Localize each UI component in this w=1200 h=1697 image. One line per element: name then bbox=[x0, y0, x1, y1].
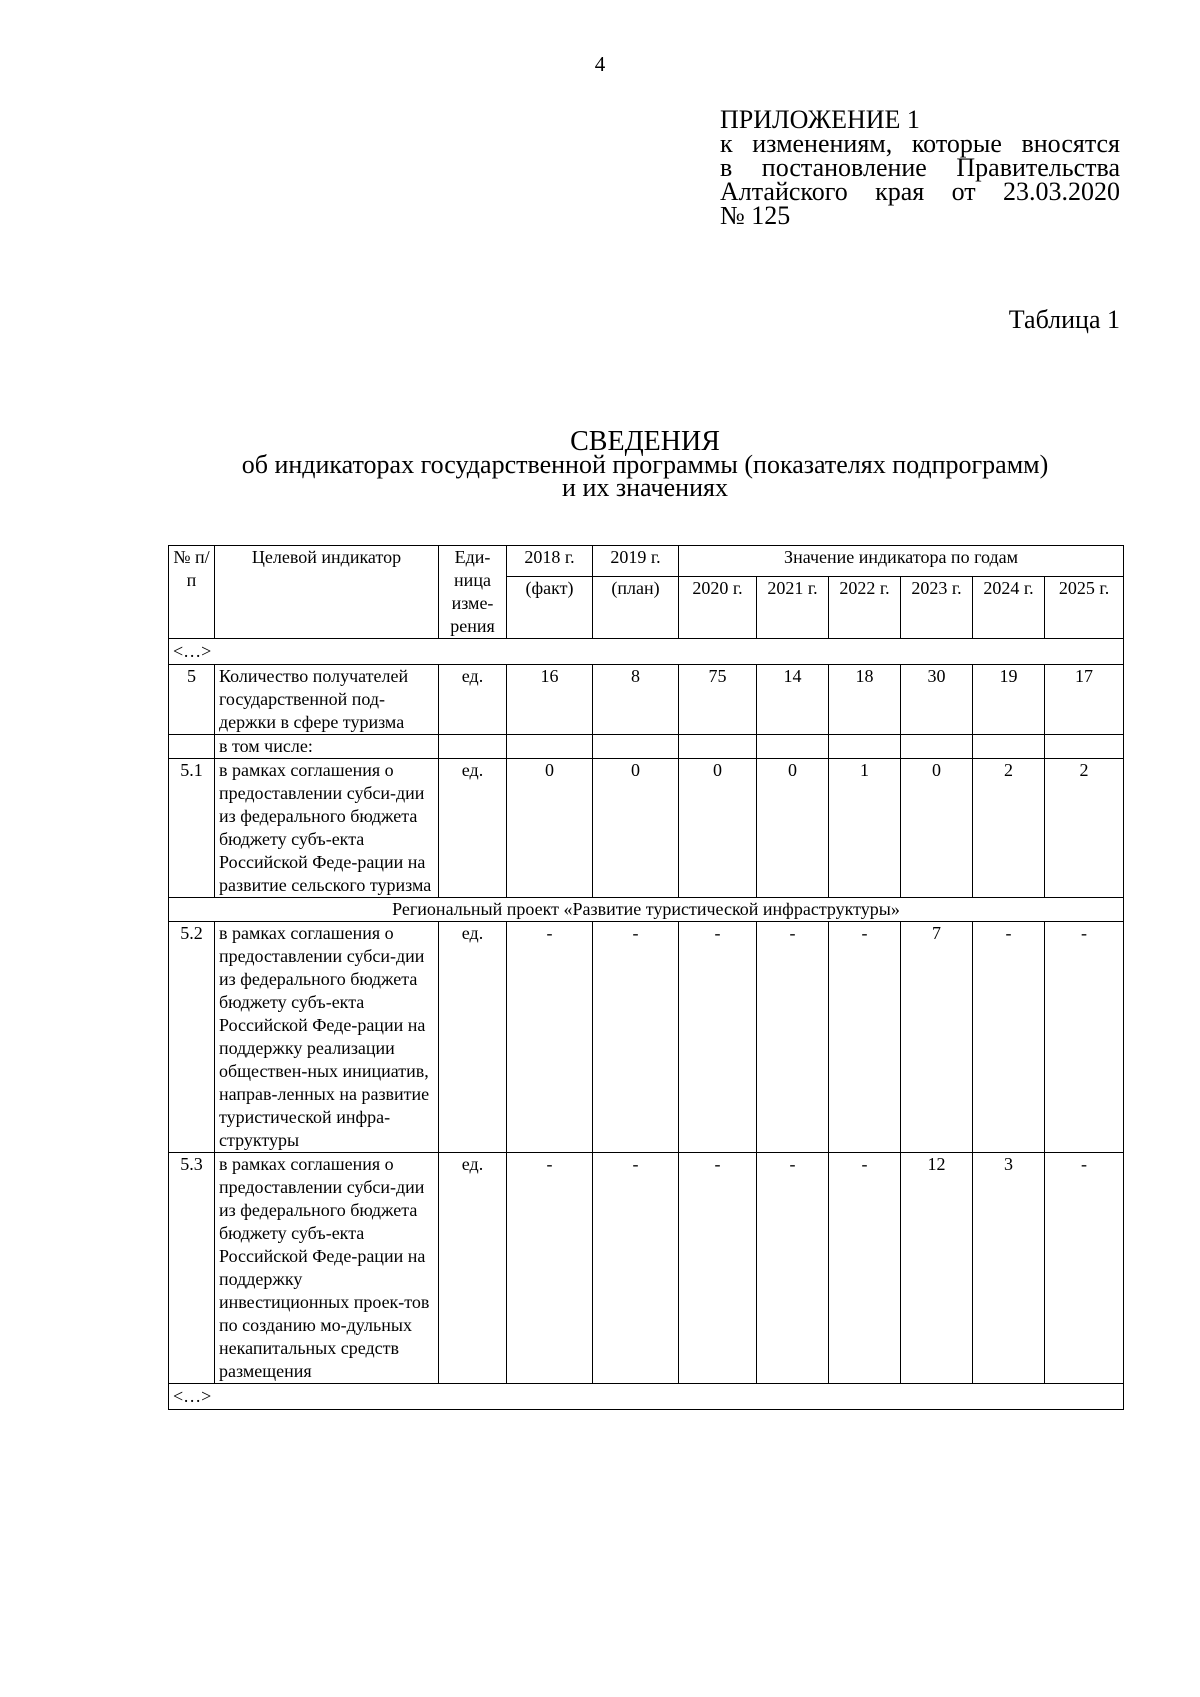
row-unit: ед. bbox=[439, 759, 507, 898]
row-value: 17 bbox=[1045, 665, 1124, 735]
appendix-line: Алтайского края от 23.03.2020 bbox=[720, 177, 1120, 206]
header-by-years: Значение индикатора по годам bbox=[679, 546, 1124, 577]
table-row bbox=[169, 639, 1124, 665]
row-value bbox=[1045, 735, 1124, 759]
header-year: 2021 г. bbox=[757, 577, 829, 639]
document-heading bbox=[120, 426, 1170, 502]
row-value: - bbox=[973, 922, 1045, 1153]
row-value bbox=[901, 735, 973, 759]
header-2019-note: (план) bbox=[593, 577, 679, 639]
row-value bbox=[593, 735, 679, 759]
row-num: 5 bbox=[169, 665, 215, 735]
row-num: 5.1 bbox=[169, 759, 215, 898]
row-value: 14 bbox=[757, 665, 829, 735]
indicators-table bbox=[168, 545, 1124, 1410]
header-unit: Еди-ница изме-рения bbox=[439, 546, 507, 639]
row-value: 12 bbox=[901, 1153, 973, 1384]
header-year: 2022 г. bbox=[829, 577, 901, 639]
table-row bbox=[169, 759, 1124, 898]
row-value: - bbox=[507, 1153, 593, 1384]
table-row bbox=[169, 735, 1124, 759]
row-value: 0 bbox=[507, 759, 593, 898]
row-indicator: в рамках соглашения о предоставлении субси-дии из федерального бюджета бюджету субъ-екта Российской Феде-рации на поддержку инвестиционных проек-тов по созданию мо-дульных некапитальных средств размещения bbox=[215, 1153, 439, 1384]
row-value: - bbox=[593, 1153, 679, 1384]
row-including: в том числе: bbox=[215, 735, 439, 759]
row-num: 5.2 bbox=[169, 922, 215, 1153]
row-value bbox=[757, 735, 829, 759]
header-num: № п/п bbox=[169, 546, 215, 639]
row-value: 7 bbox=[901, 922, 973, 1153]
row-value: 18 bbox=[829, 665, 901, 735]
row-value: 16 bbox=[507, 665, 593, 735]
page-number: 4 bbox=[594, 52, 606, 76]
row-indicator: в рамках соглашения о предоставлении субси-дии из федерального бюджета бюджету субъ-екта Российской Феде-рации на поддержку реализации обществен-ных инициатив, направ-ленных на развитие туристической инфра-структуры bbox=[215, 922, 439, 1153]
row-value: 2 bbox=[1045, 759, 1124, 898]
row-value: - bbox=[829, 1153, 901, 1384]
appendix-title: ПРИЛОЖЕНИЕ 1 bbox=[720, 105, 920, 134]
row-value: - bbox=[757, 1153, 829, 1384]
row-value: - bbox=[593, 922, 679, 1153]
appendix-line: в постановление Правительства bbox=[720, 153, 1120, 182]
row-value bbox=[829, 735, 901, 759]
row-value: - bbox=[1045, 1153, 1124, 1384]
appendix-block bbox=[720, 105, 1120, 230]
row-num bbox=[169, 735, 215, 759]
ellipsis-row: <…> bbox=[169, 1384, 1124, 1410]
heading-subtitle: об индикаторах государственной программы (показателях подпрограмм) bbox=[241, 450, 1049, 479]
ellipsis-row: <…> bbox=[169, 639, 1124, 665]
header-year: 2025 г. bbox=[1045, 577, 1124, 639]
row-value: - bbox=[1045, 922, 1124, 1153]
row-value: 30 bbox=[901, 665, 973, 735]
row-value: - bbox=[507, 922, 593, 1153]
section-title: Региональный проект «Развитие туристической инфраструктуры» bbox=[169, 898, 1124, 922]
appendix-line: к изменениям, которые вносятся bbox=[720, 129, 1120, 158]
row-value: 75 bbox=[679, 665, 757, 735]
row-value: 3 bbox=[973, 1153, 1045, 1384]
table-label: Таблица 1 bbox=[1008, 305, 1120, 334]
table-row bbox=[169, 1153, 1124, 1384]
table-row bbox=[169, 898, 1124, 922]
row-value: - bbox=[679, 1153, 757, 1384]
row-value: 0 bbox=[679, 759, 757, 898]
row-indicator: Количество получателей государственной под-держки в сфере туризма bbox=[215, 665, 439, 735]
row-num: 5.3 bbox=[169, 1153, 215, 1384]
header-2018: 2018 г. bbox=[507, 546, 593, 577]
row-value bbox=[679, 735, 757, 759]
heading-subtitle: и их значениях bbox=[562, 473, 728, 502]
row-value: 0 bbox=[593, 759, 679, 898]
header-year: 2023 г. bbox=[901, 577, 973, 639]
row-value: 0 bbox=[757, 759, 829, 898]
row-unit: ед. bbox=[439, 1153, 507, 1384]
row-value: 1 bbox=[829, 759, 901, 898]
table-row bbox=[169, 665, 1124, 735]
row-value: 19 bbox=[973, 665, 1045, 735]
row-indicator: в рамках соглашения о предоставлении субси-дии из федерального бюджета бюджету субъ-екта Российской Феде-рации на развитие сельского туризма bbox=[215, 759, 439, 898]
appendix-line: № 125 bbox=[720, 201, 791, 230]
row-value: - bbox=[757, 922, 829, 1153]
row-value: 0 bbox=[901, 759, 973, 898]
row-value: 8 bbox=[593, 665, 679, 735]
row-value: - bbox=[679, 922, 757, 1153]
header-indicator: Целевой индикатор bbox=[215, 546, 439, 639]
row-unit: ед. bbox=[439, 922, 507, 1153]
row-unit bbox=[439, 735, 507, 759]
table-header-row bbox=[169, 546, 1124, 577]
header-2019: 2019 г. bbox=[593, 546, 679, 577]
row-value: - bbox=[829, 922, 901, 1153]
header-2018-note: (факт) bbox=[507, 577, 593, 639]
row-value bbox=[507, 735, 593, 759]
row-value bbox=[973, 735, 1045, 759]
heading-title: СВЕДЕНИЯ bbox=[570, 426, 720, 457]
table-row bbox=[169, 1384, 1124, 1410]
row-value: 2 bbox=[973, 759, 1045, 898]
table-row bbox=[169, 922, 1124, 1153]
header-year: 2024 г. bbox=[973, 577, 1045, 639]
header-year: 2020 г. bbox=[679, 577, 757, 639]
row-unit: ед. bbox=[439, 665, 507, 735]
